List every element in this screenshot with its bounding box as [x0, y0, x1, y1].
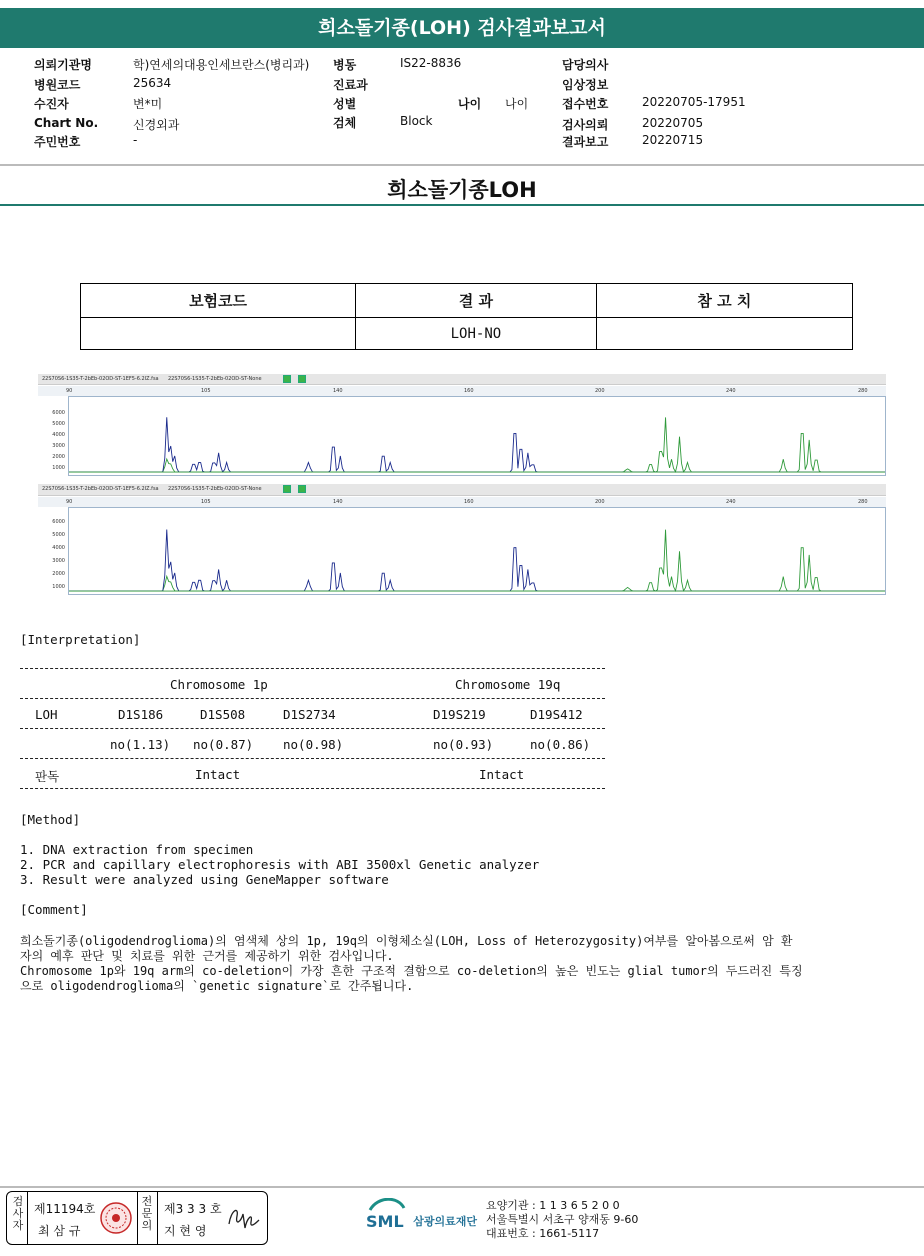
sml-logo [366, 1202, 477, 1231]
y-tick: 1000 [52, 584, 65, 590]
ruler-tick: 240 [726, 499, 736, 505]
comment-line: 자의 예후 판단 및 치료를 위한 근거를 제공하기 위한 검사입니다. [20, 949, 394, 963]
method-item: 1. DNA extraction from specimen [20, 842, 254, 857]
ruler-tick: 280 [858, 388, 868, 394]
box-divider [157, 1192, 158, 1244]
ruler-tick: 160 [464, 499, 474, 505]
age-label: 나이 [458, 97, 482, 111]
panel-1-tab-1[interactable]: 22S70S6-1S35-T-2bEb-02OD-ST-1EF5-6.2IZ.fsa [42, 376, 159, 382]
examiner-license-no: 제11194호 [34, 1202, 96, 1216]
specimen-label: 검체 [333, 116, 357, 130]
ruler-tick: 240 [726, 388, 736, 394]
doctor-label: 담당의사 [562, 58, 609, 72]
panel-1-green-toggle-2[interactable] [298, 375, 306, 383]
chart-no-value: 신경외과 [133, 118, 180, 132]
specimen-value: Block [400, 114, 433, 128]
comment-line: 으로 oligodendroglioma의 `genetic signature`로 간주됩니다. [20, 979, 414, 993]
value-d19s412: no(0.86) [530, 737, 591, 752]
panel-1-tab-2[interactable]: 22S70S6-1S35-T-2bEb-02OD-ST-None [168, 376, 262, 382]
ruler-tick: 105 [201, 499, 211, 505]
marker-d1s2734: D1S2734 [283, 707, 336, 722]
header-divider [0, 164, 924, 166]
insurance-code-header: 보험코드 [81, 284, 356, 318]
age-value: 나이 [505, 97, 529, 111]
result-header: 결 과 [356, 284, 597, 318]
electropherogram-panel-1 [38, 374, 886, 480]
interpretation-heading: [Interpretation] [20, 632, 141, 647]
chart-no-label: Chart No. [34, 116, 99, 130]
ruler-tick: 105 [201, 388, 211, 394]
sex-label: 성별 [333, 97, 357, 111]
ruler-tick: 160 [464, 388, 474, 394]
electropherogram-panel-2 [38, 484, 886, 596]
dept-label: 진료과 [333, 78, 368, 92]
y-tick: 6000 [52, 410, 65, 416]
panel-2-traces [69, 530, 885, 592]
logo-name: 삼광의료재단 [413, 1215, 477, 1228]
y-tick: 5000 [52, 421, 65, 427]
ward-value: IS22-8836 [400, 56, 462, 70]
method-heading: [Method] [20, 812, 81, 827]
chromosome-1p-label: Chromosome 1p [170, 677, 268, 692]
y-tick: 3000 [52, 558, 65, 564]
panel-2-ruler [38, 497, 886, 507]
dashed-rule [20, 788, 605, 789]
receipt-no-label: 접수번호 [562, 97, 609, 111]
receipt-no-value: 20220705-17951 [642, 95, 746, 109]
panel-2-tab-1[interactable]: 22S70S6-1S35-T-2bEb-02OD-ST-1EF5-6.2IZ.fsa [42, 486, 159, 492]
signature-box [6, 1191, 268, 1245]
footer-divider [0, 1186, 924, 1188]
reference-cell [596, 318, 852, 350]
institution-info [486, 1199, 638, 1241]
ruler-tick: 200 [595, 388, 605, 394]
panel-2-green-toggle-1[interactable] [283, 485, 291, 493]
value-d19s219: no(0.93) [433, 737, 494, 752]
specialist-vertical-label: 전문의 [141, 1195, 153, 1232]
hospital-value: 학)연세의대용인세브란스(병리과) [133, 58, 310, 72]
dashed-rule [20, 728, 605, 729]
y-tick: 4000 [52, 432, 65, 438]
panel-1-tabbar [38, 374, 886, 385]
handwritten-signature [225, 1202, 261, 1232]
patient-info-section [0, 52, 924, 162]
marker-d19s412: D19S412 [530, 707, 583, 722]
panel-2-tab-2[interactable]: 22S70S6-1S35-T-2bEb-02OD-ST-None [168, 486, 262, 492]
method-item: 2. PCR and capillary electrophoresis with ABI 3500xl Genetic analyzer [20, 857, 540, 872]
comment-heading: [Comment] [20, 902, 88, 917]
panel-2-y-axis [38, 507, 68, 595]
specialist-license-no: 제3 3 3 호 [164, 1202, 222, 1216]
box-divider [27, 1192, 28, 1244]
institution-address: 서울특별시 서초구 양재동 9-60 [486, 1213, 639, 1226]
reference-header: 참 고 치 [596, 284, 852, 318]
ward-label: 병동 [333, 58, 357, 72]
panel-2-tabbar [38, 484, 886, 496]
loh-label: LOH [35, 707, 58, 722]
verdict-label: 판독 [35, 769, 60, 784]
box-divider [137, 1192, 138, 1244]
report-date-label: 결과보고 [562, 135, 609, 149]
chromosome-19q-label: Chromosome 19q [455, 677, 561, 692]
value-d1s508: no(0.87) [193, 737, 254, 752]
report-header-title: 희소돌기종(LOH) 검사결과보고서 [0, 8, 924, 48]
examiner-name: 최 삼 규 [38, 1224, 81, 1238]
panel-1-y-axis [38, 396, 68, 476]
marker-d1s186: D1S186 [118, 707, 164, 722]
dashed-rule [20, 698, 605, 699]
value-d1s186: no(1.13) [110, 737, 171, 752]
green-trace-line [69, 417, 885, 472]
marker-d1s508: D1S508 [200, 707, 246, 722]
y-tick: 2000 [52, 454, 65, 460]
institution-code: 요양기관 : 1 1 3 6 5 2 0 0 [486, 1199, 620, 1212]
verdict-1p: Intact [195, 767, 241, 782]
request-date-label: 검사의뢰 [562, 118, 609, 132]
request-date-value: 20220705 [642, 116, 704, 130]
y-tick: 5000 [52, 532, 65, 538]
panel-1-traces [69, 417, 885, 472]
red-seal-stamp [99, 1201, 133, 1235]
green-trace-line [69, 530, 885, 591]
y-tick: 3000 [52, 443, 65, 449]
ruler-tick: 280 [858, 499, 868, 505]
title-underline [0, 204, 924, 206]
comment-line: Chromosome 1p와 19q arm의 co-deletion이 가장 흔한 구조적 결함으로 co-deletion의 높은 빈도는 glial tumor의 두드러진 특징 [20, 964, 803, 978]
result-cell: LOH-NO [356, 318, 597, 350]
verdict-19q: Intact [479, 767, 525, 782]
patient-value: 변*미 [133, 97, 163, 111]
institution-phone: 대표번호 : 1661-5117 [486, 1227, 600, 1240]
hospital-code-value: 25634 [133, 76, 172, 90]
panel-1-trace-plot [68, 396, 886, 476]
ruler-tick: 140 [333, 499, 343, 505]
logo-text: SML [366, 1212, 404, 1231]
marker-d19s219: D19S219 [433, 707, 486, 722]
examiner-vertical-label: 검사자 [12, 1195, 24, 1232]
hospital-label: 의뢰기관명 [34, 58, 92, 72]
y-tick: 4000 [52, 545, 65, 551]
blue-trace-line [69, 417, 885, 472]
insurance-code-cell [81, 318, 356, 350]
resident-no-value: - [133, 133, 138, 147]
hospital-code-label: 병원코드 [34, 78, 81, 92]
resident-no-label: 주민번호 [34, 135, 81, 149]
report-date-value: 20220715 [642, 133, 704, 147]
panel-1-ruler [38, 386, 886, 396]
ruler-tick: 90 [66, 388, 73, 394]
specialist-name: 지 현 영 [164, 1224, 207, 1238]
panel-1-green-toggle-1[interactable] [283, 375, 291, 383]
ruler-tick: 200 [595, 499, 605, 505]
blue-trace-line [69, 530, 885, 592]
dashed-rule [20, 758, 605, 759]
result-table [80, 283, 853, 350]
panel-2-green-toggle-2[interactable] [298, 485, 306, 493]
panel-2-trace-plot [68, 507, 886, 595]
ruler-tick: 140 [333, 388, 343, 394]
y-tick: 2000 [52, 571, 65, 577]
y-tick: 1000 [52, 465, 65, 471]
method-item: 3. Result were analyzed using GeneMapper software [20, 872, 389, 887]
clinical-info-label: 임상정보 [562, 78, 609, 92]
ruler-tick: 90 [66, 499, 73, 505]
patient-label: 수진자 [34, 97, 69, 111]
report-title: 희소돌기종LOH [387, 178, 537, 202]
y-tick: 6000 [52, 519, 65, 525]
value-d1s2734: no(0.98) [283, 737, 344, 752]
dashed-rule [20, 668, 605, 669]
comment-line: 희소돌기종(oligodendroglioma)의 염색체 상의 1p, 19q의 이형체소실(LOH, Loss of Heterozygosity)여부를 알아봄으로써 암 환 [20, 934, 793, 948]
